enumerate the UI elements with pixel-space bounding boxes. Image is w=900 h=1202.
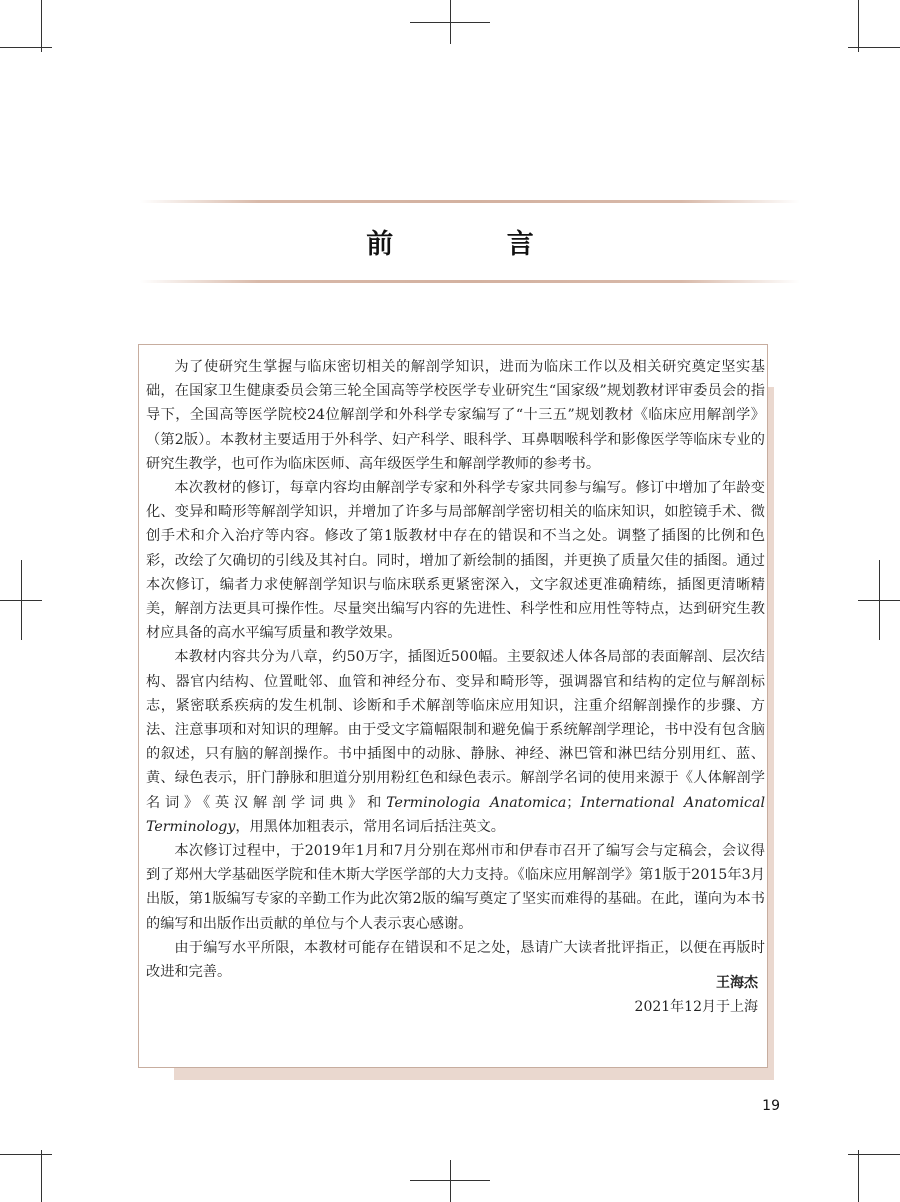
- paragraph-3-tail: ，用黑体加粗表示，常用名词后括注英文。: [235, 818, 505, 835]
- paragraph-4: 本次修订过程中，于2019年1月和7月分别在郑州市和伊春市召开了编写会与定稿会，会议得到了郑州大学基础医学院和佳木斯大学医学部的大力支持。《临床应用解剖学》第1版于2015年3月出版，第1版编写专家的辛勤工作为此次第2版的编写奠定了坚实而难得的基础。在此，谨向为本书的编写和出版作出贡献的单位与个人表示衷心感谢。: [146, 843, 765, 932]
- title-rule-bottom: [140, 280, 800, 283]
- crop-mark: [879, 560, 880, 640]
- page-number: 19: [762, 1098, 780, 1114]
- paragraph-3: [146, 645, 765, 839]
- paragraph-2: 本次教材的修订，每章内容均由解剖学专家和外科学专家共同参与编写。修订中增加了年龄变化、变异和畸形等解剖学知识，并增加了许多与局部解剖学密切相关的临床知识，如腔镜手术、微创手术和介入治疗等内容。修改了第1版教材中存在的错误和不当之处。调整了插图的比例和色彩，改绘了欠确切的引线及其衬白。同时，增加了新绘制的插图，并更换了质量欠佳的插图。通过本次修订，编者力求使解剖学知识与临床联系更紧密深入，文字叙述更准确精练，插图更清晰精美，解剖方法更具可操作性。尽量突出编写内容的先进性、科学性和应用性等特点，达到研究生教材应具备的高水平编写质量和教学效果。: [146, 480, 765, 642]
- crop-mark: [41, 0, 42, 52]
- crop-mark: [450, 1160, 451, 1202]
- crop-mark: [848, 47, 900, 48]
- signature-date: 2021年12月于上海: [634, 999, 758, 1015]
- page-title: 前 言: [366, 229, 586, 260]
- signature-name: 王海杰: [716, 975, 758, 991]
- crop-mark: [0, 1154, 52, 1155]
- term-english: International Anatomical Terminology: [146, 794, 765, 835]
- crop-mark: [41, 1150, 42, 1202]
- preface-body: [146, 355, 765, 984]
- crop-mark: [21, 560, 22, 640]
- paragraph-5: 由于编写水平所限，本教材可能存在错误和不足之处，恳请广大读者批评指正，以便在再版时改进和完善。: [146, 939, 765, 981]
- paragraph-3-text: 本教材内容共分为八章，约50万字，插图近500幅。主要叙述人体各局部的表面解剖、层次结构、器官内结构、位置毗邻、血管和神经分布、变异和畸形等，强调器官和结构的定位与解剖标志，紧密联系疾病的发生机制、诊断和手术解剖等临床应用知识，注重介绍解剖操作的步骤、方法、注意事项和对知识的理解。由于受文字篇幅限制和避免偏于系统解剖学理论，书中没有包含脑的叙述，只有脑的解剖操作。书中插图中的动脉、静脉、神经、淋巴管和淋巴结分别用红、蓝、黄、绿色表示，肝门静脉和胆道分别用粉红色和绿色表示。解剖学名词的使用来源于《人体解剖学名词》《英汉解剖学词典》和: [146, 649, 765, 811]
- title-rule-top: [140, 200, 800, 203]
- crop-mark: [858, 0, 859, 52]
- term-latin: Terminologia Anatomica: [386, 794, 567, 811]
- crop-mark: [450, 0, 451, 44]
- crop-mark: [858, 1150, 859, 1202]
- crop-mark: [848, 1154, 900, 1155]
- paragraph-1: 为了使研究生掌握与临床密切相关的解剖学知识，进而为临床工作以及相关研究奠定坚实基础，在国家卫生健康委员会第三轮全国高等学校医学专业研究生“国家级”规划教材评审委员会的指导下，全国高等医学院校24位解剖学和外科学专家编写了“十三五”规划教材《临床应用解剖学》（第2版）。本教材主要适用于外科学、妇产科学、眼科学、耳鼻咽喉科学和影像医学等临床专业的研究生教学，也可作为临床医师、高年级医学生和解剖学教师的参考书。: [146, 359, 765, 472]
- term-separator: ；: [566, 794, 581, 811]
- crop-mark: [0, 47, 52, 48]
